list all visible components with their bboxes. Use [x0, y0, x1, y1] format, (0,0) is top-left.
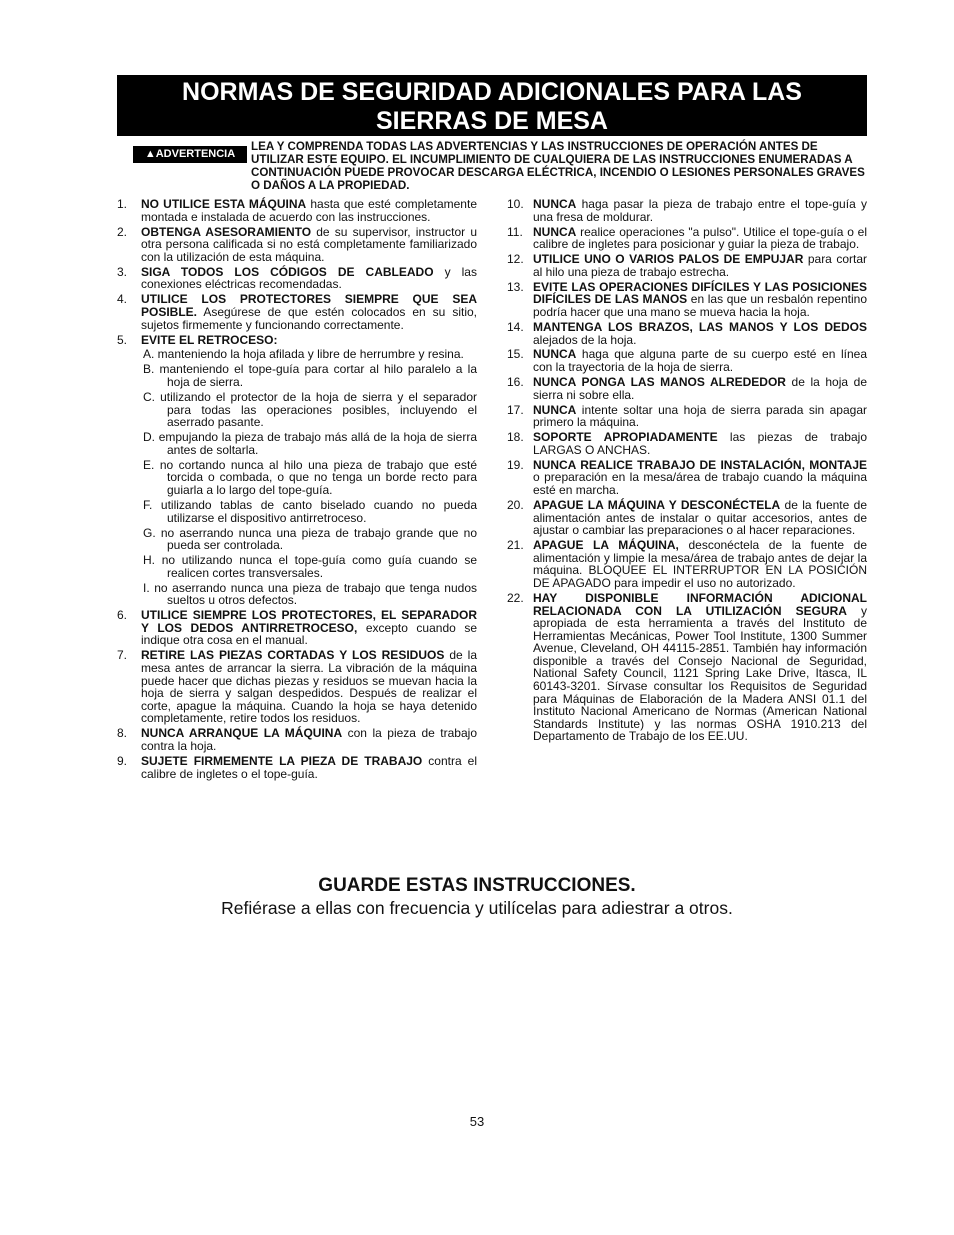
list-item	[117, 334, 477, 347]
item-text: con la pieza de trabajo contra la hoja.	[141, 726, 477, 753]
item-number: 7.	[117, 648, 128, 663]
item-number: 11.	[507, 224, 523, 239]
item-text: intente soltar una hoja de sierra parada sin apagar primero la máquina.	[533, 402, 867, 430]
item-number: 9.	[117, 753, 128, 768]
item-text: realice operaciones "a pulso". Utilice el tope-guía o el calibre de ingletes para posicionar y guiar la pieza de trabajo.	[533, 224, 867, 252]
item-number: 20.	[507, 497, 524, 512]
item-bold-lead: UTILICE LOS PROTECTORES SIEMPRE QUE SEA POSIBLE.	[141, 292, 477, 319]
item-bold-lead: OBTENGA ASESORAMIENTO	[141, 224, 312, 239]
item-number: 12.	[507, 252, 524, 267]
item-number: 10.	[507, 197, 524, 211]
item-bold-lead: UTILICE UNO O VARIOS PALOS DE EMPUJAR	[533, 252, 804, 267]
item-number: 3.	[117, 264, 128, 279]
item-bold-lead: NUNCA	[533, 347, 577, 362]
list-item	[507, 281, 867, 319]
warning-text: LEA Y COMPRENDA TODAS LAS ADVERTENCIAS Y LAS INSTRUCCIONES DE OPERACIÓN ANTES DE UTILIZAR ESTE EQUIPO. EL INCUMPLIMIENTO DE CUALQUIERA DE LAS INSTRUCCIONES ENUMERADAS A CONTINUACIÓN PUEDE PROVOCAR DESCARGA ELÉCTRICA, INCENDIO O LESIONES PERSONALES GRAVES O DAÑOS A LA PROPIEDAD.	[251, 140, 865, 192]
list-item	[507, 376, 867, 401]
item-bold-lead: MANTENGA LOS BRAZOS, LAS MANOS Y LOS DEDOS	[533, 319, 867, 334]
item-bold-lead: APAGUE LA MÁQUINA,	[533, 538, 679, 553]
item-number: 6.	[117, 608, 128, 623]
list-item	[507, 431, 867, 456]
item-bold-lead: NUNCA	[533, 402, 577, 417]
list-item	[117, 198, 477, 223]
item-number: 4.	[117, 292, 128, 307]
item-text: en las que un resbalón repentino podría hacer que una mano se mueva hacia la hoja.	[533, 292, 867, 319]
warning-badge: ▲ADVERTENCIA	[133, 146, 247, 163]
item-number: 8.	[117, 726, 128, 741]
sub-list-item: D. empujando la pieza de trabajo más allá de la hoja de sierra antes de soltarla.	[143, 430, 477, 457]
item-number: 1.	[117, 197, 128, 211]
list-item	[507, 348, 867, 373]
sub-list-item: B. manteniendo el tope-guía para cortar al hilo paralelo a la hoja de sierra.	[143, 362, 477, 390]
list-item	[507, 499, 867, 537]
sub-list-item: E. no cortando nunca al hilo una pieza de trabajo que esté torcida o combada, o que no tenga un borde recto para guiarla a lo largo del tope-guía.	[143, 457, 477, 497]
list-item	[507, 226, 867, 251]
sub-list-item: C. utilizando el protector de la hoja de sierra y el separador para todas las operaciones posibles, incluyendo el aserrado pasante.	[143, 390, 477, 430]
item-text: haga que alguna parte de su cuerpo esté en línea con la trayectoria de la hoja de sierra.	[533, 347, 867, 375]
item-bold-lead: NUNCA PONGA LAS MANOS ALREDEDOR	[533, 375, 786, 390]
item-bold-lead: NUNCA	[533, 224, 577, 239]
item-bold-lead: SOPORTE APROPIADAMENTE	[533, 430, 718, 445]
sub-list-item: F. utilizando tablas de canto biselado cuando no pueda utilizarse el dispositivo antirretroceso.	[143, 497, 477, 525]
item-text: contra el calibre de ingletes o el tope-guía.	[141, 753, 478, 781]
item-number: 13.	[507, 279, 524, 294]
item-text: de la mesa antes de arrancar la sierra. La vibración de la máquina puede hacer que dichas piezas y residuos se muevan hacia la hoja de sierra y salgan despedidos. Después de realizar el corte, apague la máquina. Cuando la hoja se haya detenido completamente, retire todos los residuos.	[141, 648, 477, 726]
item-bold-lead: EVITE LAS OPERACIONES DIFÍCILES Y LAS POSICIONES DIFÍCILES DE LAS MANOS	[533, 279, 867, 307]
title-line-1: NORMAS DE SEGURIDAD ADICIONALES PARA LAS	[182, 78, 802, 106]
item-bold-lead: NUNCA ARRANQUE LA MÁQUINA	[141, 726, 343, 741]
item-number: 15.	[507, 347, 524, 362]
page-number: 53	[469, 1114, 485, 1129]
item-text: Asegúrese de que estén colocados en su sitio, sujetos firmemente y funcionando correctamente.	[141, 304, 477, 332]
list-item	[507, 198, 867, 223]
item-number: 17.	[507, 402, 524, 417]
left-column	[117, 198, 477, 783]
item-number: 22.	[507, 590, 524, 605]
page-title	[117, 75, 867, 136]
item-bold-lead: RETIRE LAS PIEZAS CORTADAS Y LOS RESIDUOS	[141, 648, 445, 663]
item-bold-lead: HAY DISPONIBLE INFORMACIÓN ADICIONAL RELACIONADA CON LA UTILIZACIÓN SEGURA	[533, 590, 867, 618]
item-text: excepto cuando se indique otra cosa en el manual.	[141, 620, 477, 648]
list-item	[117, 266, 477, 291]
item-text: de su supervisor, instructor u otra persona calificada si no está completamente familiarizado con la utilización de esta máquina.	[141, 224, 477, 264]
item-text: para cortar al hilo una pieza de trabajo estrecha.	[533, 252, 867, 279]
sub-list-item: I. no aserrando nunca una pieza de trabajo que tenga nudos sueltos u otros defectos.	[143, 580, 477, 608]
list-item	[117, 293, 477, 331]
list-item	[117, 609, 477, 647]
item-number: 5.	[117, 332, 128, 347]
item-text: las piezas de trabajo LARGAS O ANCHAS.	[533, 430, 867, 457]
item-bold-lead: NUNCA REALICE TRABAJO DE INSTALACIÓN, MONTAJE	[533, 457, 867, 472]
item-bold-lead: APAGUE LA MÁQUINA Y DESCONÉCTELA	[533, 497, 781, 512]
item-bold-lead: NO UTILICE ESTA MÁQUINA	[141, 197, 307, 211]
item-bold-lead: EVITE EL RETROCESO:	[141, 332, 278, 347]
item-text: haga pasar la pieza de trabajo entre el tope-guía y una fresa de moldurar.	[533, 197, 867, 224]
list-item	[117, 226, 477, 264]
item-number: 16.	[507, 375, 524, 390]
item-bold-lead: NUNCA	[533, 197, 577, 211]
list-item	[507, 404, 867, 429]
item-number: 18.	[507, 430, 524, 445]
item-text: o preparación en la mesa/área de trabajo cuando la máquina esté en marcha.	[533, 470, 867, 497]
item-number: 19.	[507, 457, 524, 472]
title-line-2: SIERRAS DE MESA	[376, 107, 608, 135]
item-bold-lead: SIGA TODOS LOS CÓDIGOS DE CABLEADO	[141, 264, 434, 279]
item-text: y las conexiones eléctricas recomendadas.	[141, 264, 477, 292]
item-text: y apropiada de esta herramienta a través del Instituto de Herramientas Mecánicas, Power Tool Institute, 1300 Summer Avenue, Cleveland, OH 44115-2851. También hay información disponible a través del Consejo Nacional de Seguridad, National Safety Council, 1121 Spring Lake Drive, Itasca, IL 60143-3201. Sírvase consultar los Requisitos de Seguridad para Máquinas de Elaboración de la Madera ANSI 01.1 del Instituto Nacional Americano de Normas (American National Standards Institute) y las normas OSHA 1910.213 del Departamento de Trabajo de los EE.UU.	[533, 603, 867, 744]
list-item	[117, 649, 477, 725]
item-bold-lead: UTILICE SIEMPRE LOS PROTECTORES, EL SEPARADOR Y LOS DEDOS ANTIRRETROCESO,	[141, 608, 477, 635]
list-item	[507, 539, 867, 589]
list-item	[507, 592, 867, 743]
list-item	[117, 755, 477, 780]
sub-list-item: H. no utilizando nunca el tope-guía como guía cuando se realicen cortes transversales.	[143, 553, 477, 580]
footer-subtitle: Refiérase a ellas con frecuencia y utilícelas para adiestrar a otros.	[221, 898, 733, 918]
list-item	[507, 253, 867, 278]
item-text: de la hoja de sierra ni sobre ella.	[533, 375, 867, 402]
item-text: de la fuente de alimentación antes de instalar o quitar accesorios, antes de ajustar o cambiar las preparaciones o al hacer reparaciones.	[533, 497, 867, 538]
item-number: 14.	[507, 319, 524, 334]
right-column	[507, 198, 867, 745]
list-item	[507, 459, 867, 497]
item-text: desconéctela de la fuente de alimentación y limpie la mesa/área de trabajo antes de dejar la máquina. BLOQUEE EL INTERRUPTOR EN LA POSICIÓN DE APAGADO para impedir el uso no autorizado.	[533, 538, 867, 590]
item-number: 21.	[507, 538, 524, 553]
item-text: alejados de la hoja.	[533, 332, 637, 347]
sub-list-item: A. manteniendo la hoja afilada y libre de herrumbre y resina.	[143, 347, 464, 362]
item-text: hasta que esté completamente montada e instalada de acuerdo con las instrucciones.	[141, 197, 477, 224]
item-bold-lead: SUJETE FIRMEMENTE LA PIEZA DE TRABAJO	[141, 753, 423, 768]
list-item	[117, 727, 477, 752]
list-item	[507, 321, 867, 346]
item-number: 2.	[117, 224, 128, 239]
sub-list-item: G. no aserrando nunca una pieza de trabajo grande que no pueda ser controlada.	[143, 525, 477, 553]
footer-title: GUARDE ESTAS INSTRUCCIONES.	[318, 875, 636, 896]
